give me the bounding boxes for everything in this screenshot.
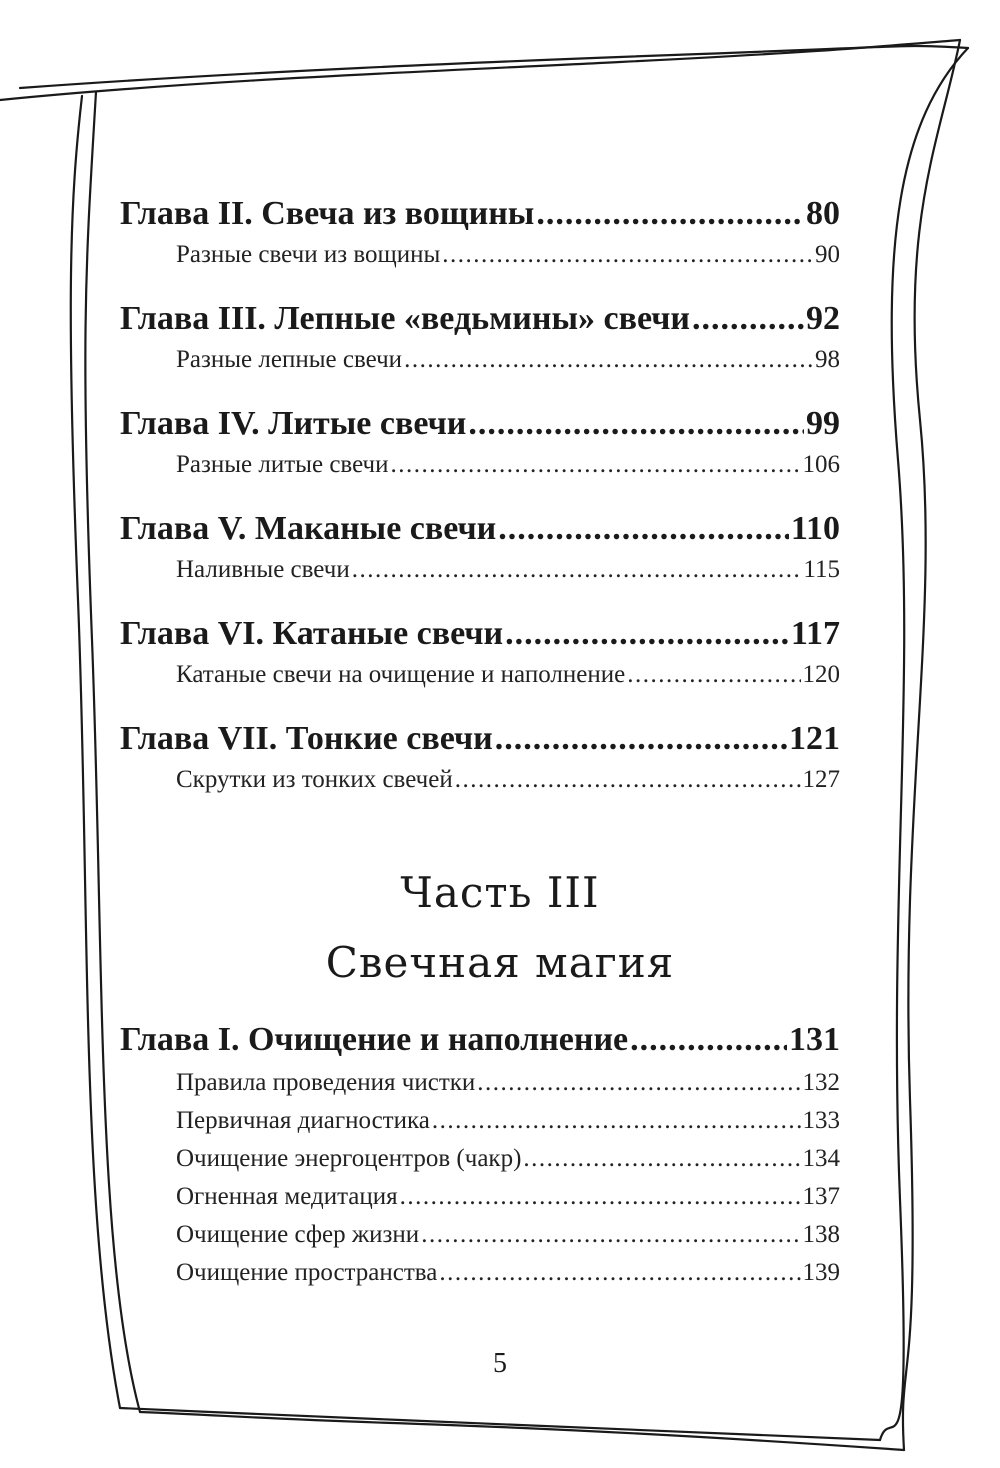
toc-title: Разные литые свечи (176, 451, 389, 478)
toc-page: 139 (802, 1259, 840, 1286)
toc-subentry[interactable] (120, 1254, 840, 1292)
toc-page: 121 (789, 720, 840, 757)
toc-title: Глава IV. Литые свечи (120, 405, 467, 442)
leader-dots (391, 448, 801, 482)
toc-subentry[interactable] (120, 763, 840, 797)
toc-page: 92 (806, 300, 840, 337)
toc-page: 138 (802, 1221, 840, 1248)
toc-chapter[interactable] (120, 192, 840, 236)
toc-page: 115 (803, 556, 840, 583)
toc-title: Наливные свечи (176, 556, 350, 583)
toc-group-1 (120, 192, 840, 797)
toc-page: 98 (815, 346, 840, 373)
leader-dots (692, 297, 804, 341)
toc-title: Очищение энергоцентров (чакр) (176, 1145, 522, 1172)
toc-title: Огненная медитация (176, 1183, 398, 1210)
toc-subentry[interactable] (120, 1178, 840, 1216)
toc-subentry[interactable] (120, 658, 840, 692)
toc-title: Разные лепные свечи (176, 346, 403, 373)
toc-title: Очищение сфер жизни (176, 1221, 420, 1248)
toc-title: Глава V. Маканые свечи (120, 510, 497, 547)
leader-dots (523, 1140, 800, 1178)
page-number: 5 (493, 1348, 507, 1379)
toc-chapter[interactable] (120, 402, 840, 446)
leader-dots (352, 553, 802, 587)
toc-title: Глава VII. Тонкие свечи (120, 720, 493, 757)
toc-title: Глава II. Свеча из вощины (120, 195, 535, 232)
leader-dots (421, 1216, 800, 1254)
leader-dots (455, 763, 801, 797)
leader-dots (432, 1102, 801, 1140)
toc-title: Очищение пространства (176, 1259, 438, 1286)
toc-page: 137 (802, 1183, 840, 1210)
toc-subentry[interactable] (120, 1216, 840, 1254)
toc-subentry[interactable] (120, 238, 840, 272)
toc-page: 106 (802, 451, 840, 478)
toc-page: 132 (802, 1069, 840, 1096)
toc-page: 117 (790, 615, 840, 652)
toc-group-2 (120, 1018, 840, 1292)
leader-dots (404, 343, 813, 377)
toc-page: 134 (802, 1145, 840, 1172)
toc-page: 120 (802, 661, 840, 688)
leader-dots (498, 507, 789, 551)
toc-title: Глава I. Очищение и наполнение (120, 1021, 629, 1058)
leader-dots (630, 1018, 787, 1062)
toc-page: 131 (789, 1021, 840, 1058)
toc-subentry[interactable] (120, 343, 840, 377)
toc-title: Правила проведения чистки (176, 1069, 476, 1096)
toc-title: Первичная диагностика (176, 1107, 430, 1134)
toc-page: 110 (790, 510, 840, 547)
toc-chapter[interactable] (120, 507, 840, 551)
leader-dots (536, 192, 804, 236)
toc-title: Глава III. Лепные «ведьмины» свечи (120, 300, 690, 337)
toc-subentry[interactable] (120, 1102, 840, 1140)
leader-dots (400, 1178, 801, 1216)
leader-dots (468, 402, 804, 446)
toc-title: Глава VI. Катаные свечи (120, 615, 504, 652)
leader-dots (439, 1254, 800, 1292)
toc-subentry[interactable] (120, 553, 840, 587)
leader-dots (495, 717, 787, 761)
toc-title: Разные свечи из вощины (176, 241, 441, 268)
toc-page: 90 (815, 241, 840, 268)
toc-page: 133 (802, 1107, 840, 1134)
toc-page: 127 (802, 766, 840, 793)
toc-chapter[interactable] (120, 612, 840, 656)
leader-dots (442, 238, 813, 272)
toc-title: Катаные свечи на очищение и наполнение (176, 661, 626, 688)
leader-dots (505, 612, 789, 656)
leader-dots (627, 658, 800, 692)
leader-dots (477, 1064, 800, 1102)
toc-subentry[interactable] (120, 1140, 840, 1178)
toc-chapter[interactable] (120, 297, 840, 341)
part-title-heading: Свечная магия (325, 938, 675, 987)
part-number-heading: Часть III (400, 868, 600, 917)
toc-page: 99 (806, 405, 840, 442)
toc-chapter[interactable] (120, 717, 840, 761)
toc-chapter[interactable] (120, 1018, 840, 1062)
toc-title: Скрутки из тонких свечей (176, 766, 453, 793)
toc-page: 80 (806, 195, 840, 232)
toc-subentry[interactable] (120, 448, 840, 482)
toc-subentry[interactable] (120, 1064, 840, 1102)
